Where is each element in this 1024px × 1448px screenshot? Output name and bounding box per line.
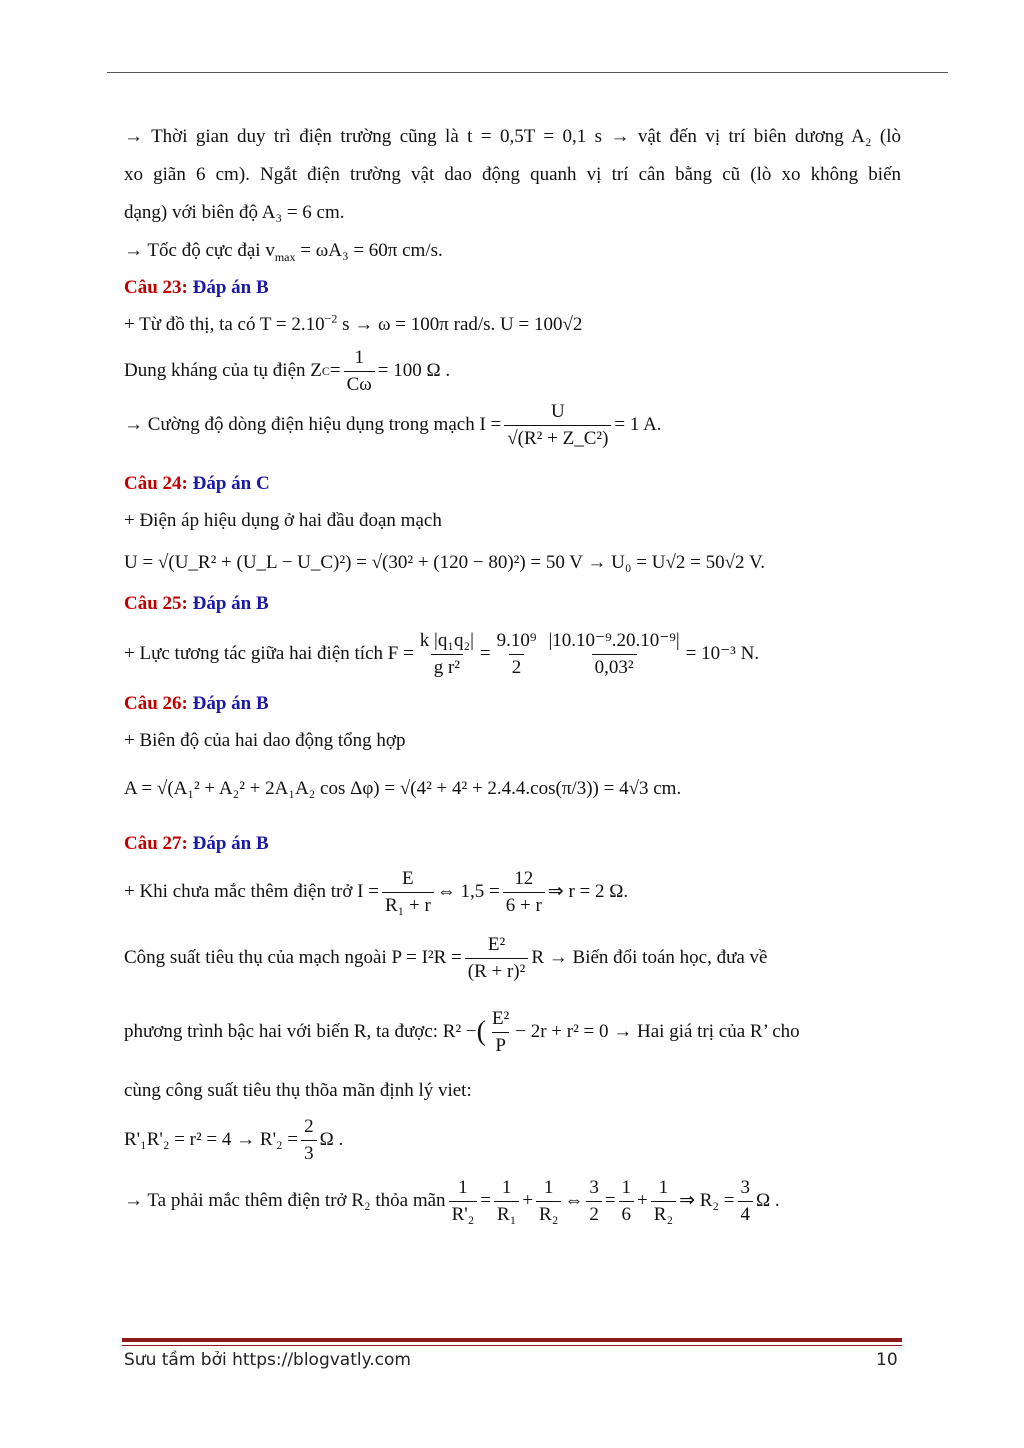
- numerator: 1: [458, 1176, 468, 1198]
- text-line: [124, 232, 901, 270]
- text-segment: Công suất tiêu thụ của mạch ngoài P = I²R =: [124, 947, 462, 968]
- question-number: Câu 23:: [124, 277, 188, 298]
- equals-sign: =: [604, 1190, 616, 1211]
- text-line: → Thời gian duy trì điện trường cũng là t = 0,5T = 0,1 s → vật đến vị trí biên dương A₂ (lò: [124, 126, 901, 147]
- denominator: P: [492, 1032, 509, 1059]
- equivalence-sign: ⇔: [564, 1190, 584, 1211]
- question-number: Câu 25:: [124, 593, 188, 614]
- question-answer: Đáp án B: [192, 277, 269, 298]
- numerator: 12: [514, 867, 534, 889]
- numerator: U: [550, 400, 565, 422]
- text-line: + Biên độ của hai dao động tổng hợp: [124, 730, 406, 751]
- question-answer: Đáp án B: [192, 693, 269, 714]
- fraction: [465, 932, 529, 985]
- text-line: [124, 306, 901, 344]
- numerator: 9.10⁹: [496, 629, 537, 651]
- question-number: Câu 27:: [124, 833, 188, 854]
- fraction: [382, 866, 434, 919]
- numerator: 1: [621, 1176, 632, 1198]
- text-segment: → Tốc độ cực đại v: [124, 240, 275, 261]
- implies-sign: ⇒ R₂ =: [679, 1190, 735, 1211]
- denominator: R₂: [536, 1201, 561, 1228]
- footer-rule: [122, 1345, 902, 1346]
- denominator: R₁ + r: [382, 892, 434, 919]
- denominator: R'₂: [449, 1201, 478, 1228]
- fraction: [494, 628, 540, 681]
- text-segment: ⇔ 1,5 =: [436, 881, 500, 902]
- numerator: E²: [491, 1007, 510, 1029]
- text-segment: ⇒ r = 2 Ω.: [547, 881, 629, 902]
- text-line: cùng công suất tiêu thụ thõa mãn định lý viet:: [124, 1080, 472, 1101]
- equation-line: Dung kháng của tụ điện Z C = $\frac{1}{C\omega}$ = 100 Ω .: [124, 344, 901, 398]
- denominator: 4: [738, 1201, 754, 1228]
- question-heading: [124, 826, 901, 862]
- plus-sign: +: [637, 1190, 648, 1211]
- numerator: |10.10⁻⁹.20.10⁻⁹|: [548, 629, 680, 651]
- question-heading: [124, 270, 901, 306]
- numerator: 3: [740, 1176, 750, 1198]
- paren-open: (: [476, 1016, 486, 1047]
- numerator: E: [402, 867, 414, 889]
- denominator: 2: [586, 1201, 602, 1228]
- numerator: 1: [658, 1176, 669, 1198]
- denominator: 2: [509, 654, 525, 681]
- fraction: [586, 1175, 602, 1228]
- plus-sign: +: [522, 1190, 534, 1211]
- question-answer: Đáp án B: [192, 833, 269, 854]
- question-number: Câu 26:: [124, 693, 188, 714]
- text-segment: + Khi chưa mắc thêm điện trở I =: [124, 881, 379, 902]
- question-number: Câu 24:: [124, 473, 188, 494]
- equation-line: [124, 862, 901, 922]
- fraction: [651, 1175, 676, 1228]
- superscript: −2: [324, 311, 338, 326]
- document-body: [124, 118, 901, 1232]
- denominator: Cω: [344, 371, 375, 398]
- numerator: k |q₁q₂|: [419, 629, 474, 651]
- equals-sign: =: [479, 643, 491, 664]
- equals-sign: =: [480, 1190, 492, 1211]
- numerator: E²: [487, 933, 506, 955]
- equation-line: U = √(U_R² + (U_L − U_C)²) = √(30² + (120 − 80)²) = 50 V → U₀ = U√2 = 50√2 V.: [124, 552, 765, 573]
- denominator: 6: [619, 1201, 635, 1228]
- denominator: 6 + r: [503, 892, 545, 919]
- text-segment: = ωA₃ = 60π cm/s.: [295, 240, 443, 261]
- text-line: + Điện áp hiệu dụng ở hai đầu đoạn mạch: [124, 510, 442, 531]
- text-segment: Ω .: [319, 1129, 344, 1150]
- footer-rule: [122, 1338, 902, 1342]
- text-segment: − 2r + r² = 0 → Hai giá trị của R’ cho: [515, 1021, 800, 1042]
- equation-line: [124, 922, 901, 994]
- question-heading: [124, 466, 901, 502]
- question-answer: Đáp án B: [192, 593, 269, 614]
- text-segment: + Từ đồ thị, ta có T = 2.10: [124, 314, 325, 335]
- text-segment: phương trình bậc hai với biến R, ta được: R² −: [124, 1021, 477, 1042]
- fraction: [619, 1175, 635, 1228]
- numerator: 2: [304, 1115, 314, 1137]
- equation-line: A = √(A₁² + A₂² + 2A₁A₂ cos Δφ) = √(4² + 4² + 2.4.4.cos(π/3)) = 4√3 cm.: [124, 778, 682, 799]
- text-segment: = 1 A.: [614, 414, 662, 435]
- text-segment: Ω .: [756, 1190, 780, 1211]
- text-segment: + Lực tương tác giữa hai điện tích F =: [124, 643, 414, 664]
- numerator: 1: [543, 1176, 554, 1198]
- numerator: 1: [354, 346, 364, 368]
- text-segment: R'₁R'₂ = r² = 4 → R'₂ =: [124, 1129, 299, 1150]
- equation-line: [124, 1170, 901, 1232]
- fraction: [449, 1175, 478, 1228]
- numerator: 3: [589, 1176, 599, 1198]
- text-line: xo giãn 6 cm). Ngắt điện trường vật dao động quanh vị trí cân bằng cũ (lò xo không biến: [124, 164, 901, 185]
- text-segment: s → ω = 100π rad/s. U = 100√2: [337, 314, 583, 335]
- text-line: dạng) với biên độ A₃ = 6 cm.: [124, 202, 345, 223]
- fraction: [417, 628, 477, 681]
- text-segment: → Ta phải mắc thêm điện trở R₂ thỏa mãn: [124, 1190, 446, 1211]
- page-number: 10: [876, 1350, 898, 1370]
- numerator: 1: [501, 1176, 512, 1198]
- denominator: 3: [301, 1140, 317, 1167]
- fraction: [504, 399, 611, 452]
- denominator: (R + r)²: [465, 958, 529, 985]
- denominator: 0,03²: [592, 654, 637, 681]
- fraction: [301, 1114, 317, 1167]
- denominator: R₁: [494, 1201, 519, 1228]
- text-segment: → Cường độ dòng điện hiệu dụng trong mạch I =: [124, 414, 502, 435]
- text-segment: Dung kháng của tụ điện Z: [124, 360, 322, 381]
- fraction: [344, 345, 375, 398]
- question-heading: [124, 586, 901, 622]
- question-heading: [124, 686, 901, 722]
- fraction: [489, 1006, 512, 1059]
- footer-source: Sưu tầm bởi https://blogvatly.com: [124, 1350, 411, 1370]
- text-segment: = 10⁻³ N.: [685, 643, 760, 664]
- text-segment: R → Biến đổi toán học, đưa về: [531, 947, 768, 968]
- text-segment: = 100 Ω .: [377, 360, 451, 381]
- fraction: [503, 866, 545, 919]
- denominator: √(R² + Z_C²): [504, 425, 611, 452]
- question-answer: Đáp án C: [192, 473, 270, 494]
- subscript: max: [274, 249, 296, 264]
- equation-line: [124, 1110, 901, 1170]
- fraction: [738, 1175, 754, 1228]
- denominator: g r²: [431, 654, 463, 681]
- equation-line: [124, 622, 901, 686]
- text-segment: =: [329, 360, 341, 381]
- fraction: [545, 628, 682, 681]
- denominator: R₂: [651, 1201, 676, 1228]
- fraction: [494, 1175, 519, 1228]
- equation-line: [124, 994, 901, 1070]
- fraction: [536, 1175, 561, 1228]
- equation-line: [124, 398, 901, 452]
- header-rule: [107, 72, 948, 73]
